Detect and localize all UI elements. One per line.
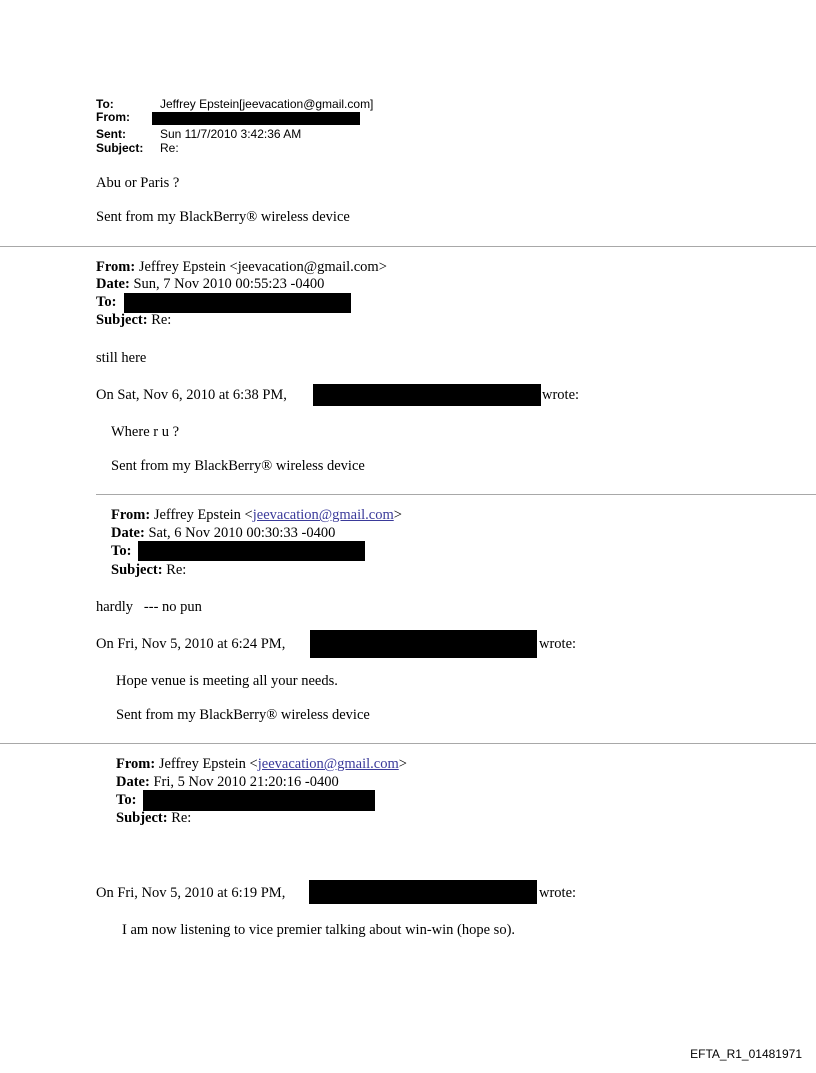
divider: [0, 246, 816, 247]
msg1-body: Abu or Paris ?: [96, 175, 180, 191]
msg3-subject-row: [111, 562, 186, 578]
divider: [0, 743, 816, 744]
msg3-from-name: Jeffrey Epstein <: [153, 507, 253, 523]
document-id: EFTA_R1_01481971: [690, 1047, 802, 1061]
header-sent-row: [96, 128, 301, 141]
msg3-quote-signature: Sent from my BlackBerry® wireless device: [116, 707, 370, 723]
msg4-quote-wrote: wrote:: [539, 885, 577, 901]
redaction-bar: [313, 384, 541, 406]
divider: [96, 494, 816, 495]
header-from-label: From:: [96, 110, 130, 124]
msg3-to-row: [111, 543, 131, 559]
msg2-quote-wrote: wrote:: [542, 387, 580, 403]
msg4-from-label: From:: [116, 756, 156, 772]
msg3-quote-intro: On Fri, Nov 5, 2010 at 6:24 PM,: [96, 636, 286, 652]
msg4-date-row: [116, 774, 339, 790]
msg4-from-name: Jeffrey Epstein <: [158, 756, 258, 772]
msg4-email-link[interactable]: jeevacation@gmail.com: [257, 756, 399, 772]
header-subject-row: [96, 142, 179, 155]
redaction-bar: [310, 630, 537, 658]
msg4-quote-body: I am now listening to vice premier talking about win-win (hope so).: [122, 922, 516, 938]
msg2-from-value: Jeffrey Epstein <jeevacation@gmail.com>: [138, 259, 387, 275]
msg3-subject-value: Re:: [166, 562, 187, 578]
msg4-subject-label: Subject:: [116, 810, 168, 826]
msg2-date-value: Sun, 7 Nov 2010 00:55:23 -0400: [133, 276, 325, 292]
msg3-from-row: [111, 507, 402, 523]
msg4-to-label: To:: [116, 792, 137, 808]
msg1-signature: Sent from my BlackBerry® wireless device: [96, 209, 350, 225]
header-to-value: Jeffrey Epstein[jeevacation@gmail.com]: [160, 97, 374, 111]
msg2-from-row: [96, 259, 387, 275]
msg4-subject-row: [116, 810, 191, 826]
msg3-from-label: From:: [111, 507, 151, 523]
msg3-quote-wrote: wrote:: [539, 636, 577, 652]
msg3-to-label: To:: [111, 543, 132, 559]
redaction-bar: [138, 541, 365, 561]
redaction-bar: [152, 112, 360, 125]
msg4-subject-value: Re:: [171, 810, 192, 826]
msg3-quote-body: Hope venue is meeting all your needs.: [116, 673, 338, 689]
msg4-date-value: Fri, 5 Nov 2010 21:20:16 -0400: [153, 774, 339, 790]
msg3-body: hardly --- no pun: [96, 599, 202, 615]
redaction-bar: [309, 880, 537, 904]
msg2-quote-signature: Sent from my BlackBerry® wireless device: [111, 458, 365, 474]
msg3-subject-label: Subject:: [111, 562, 163, 578]
msg2-to-row: [96, 294, 116, 310]
header-sent-value: Sun 11/7/2010 3:42:36 AM: [160, 127, 302, 141]
msg4-quote-intro: On Fri, Nov 5, 2010 at 6:19 PM,: [96, 885, 286, 901]
msg2-subject-row: [96, 312, 171, 328]
msg4-from-close: >: [398, 756, 407, 772]
msg4-to-row: [116, 792, 136, 808]
header-subject-value: Re:: [160, 141, 179, 155]
msg2-subject-label: Subject:: [96, 312, 148, 328]
header-subject-label: Subject:: [96, 141, 144, 155]
redaction-bar: [143, 790, 375, 811]
msg2-to-label: To:: [96, 294, 117, 310]
msg4-from-row: [116, 756, 407, 772]
msg3-date-row: [111, 525, 335, 541]
msg2-quote-intro: On Sat, Nov 6, 2010 at 6:38 PM,: [96, 387, 287, 403]
header-to-label: To:: [96, 97, 114, 111]
msg3-date-value: Sat, 6 Nov 2010 00:30:33 -0400: [148, 525, 336, 541]
msg2-subject-value: Re:: [151, 312, 172, 328]
msg2-date-label: Date:: [96, 276, 130, 292]
header-to-row: [96, 98, 373, 111]
msg2-date-row: [96, 276, 324, 292]
msg4-date-label: Date:: [116, 774, 150, 790]
msg3-date-label: Date:: [111, 525, 145, 541]
msg3-from-close: >: [393, 507, 402, 523]
header-from-row: [96, 111, 160, 124]
redaction-bar: [124, 293, 351, 313]
msg2-from-label: From:: [96, 259, 136, 275]
header-sent-label: Sent:: [96, 127, 126, 141]
msg2-quote-body: Where r u ?: [111, 424, 180, 440]
msg2-body: still here: [96, 350, 147, 366]
msg3-email-link[interactable]: jeevacation@gmail.com: [252, 507, 394, 523]
